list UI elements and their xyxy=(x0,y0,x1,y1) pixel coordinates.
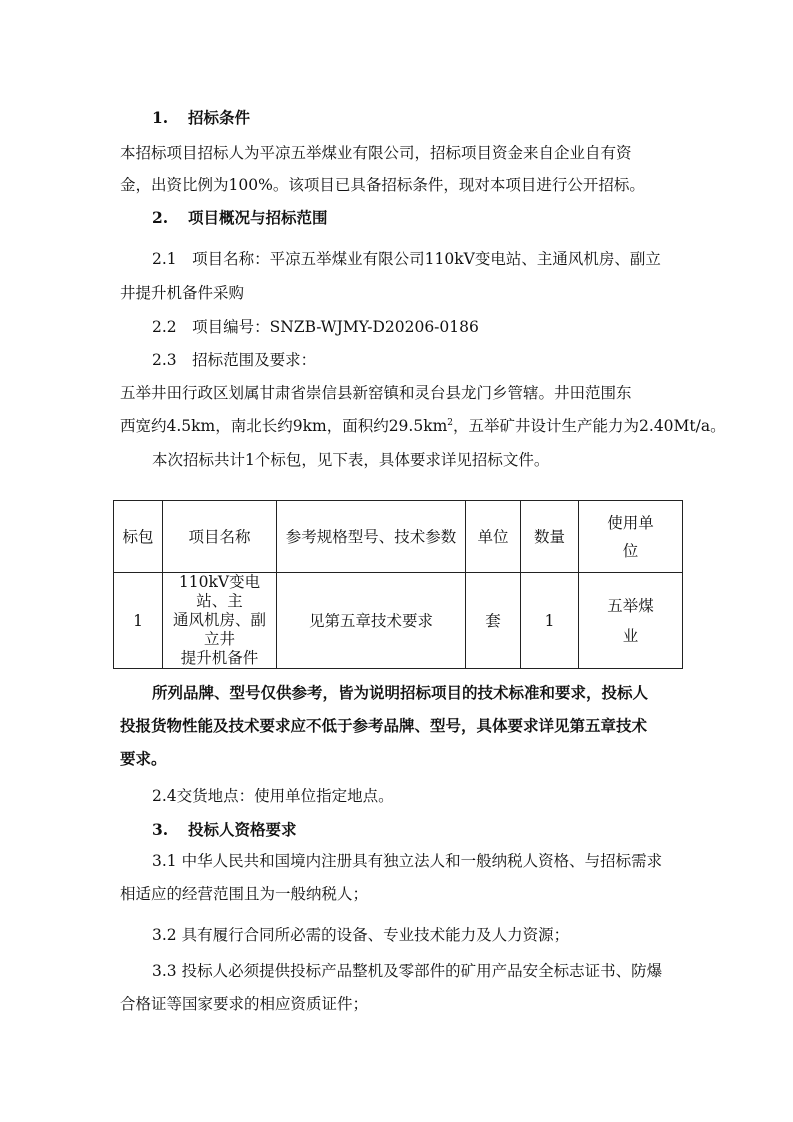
cell-package: 1 xyxy=(114,573,163,669)
note-line: 所列品牌、型号仅供参考，皆为说明招标项目的技术标准和要求，投标人 xyxy=(152,683,649,702)
section-title: 招标条件 xyxy=(188,108,251,127)
section-2-heading xyxy=(152,208,328,228)
item-2-1-line: 2.1 项目名称：平凉五举煤业有限公司110kV变电站、主通风机房、副立 xyxy=(152,250,661,268)
section-number: 1. xyxy=(152,108,169,127)
table-row xyxy=(114,573,683,669)
header-unit: 单位 xyxy=(466,501,521,573)
cell-user-line: 业 xyxy=(622,626,639,645)
note-line: 投报货物性能及技术要求应不低于参考品牌、型号，具体要求详见第五章技术 xyxy=(120,716,648,735)
section-number: 3. xyxy=(152,820,169,839)
cell-name-line: 110kV变电站、主 xyxy=(178,573,261,610)
header-qty: 数量 xyxy=(521,501,579,573)
cell-qty: 1 xyxy=(521,573,579,669)
table-header-row xyxy=(114,501,683,573)
item-3-3-line: 3.3 投标人必须提供投标产品整机及零部件的矿用产品安全标志证书、防爆 xyxy=(152,962,663,980)
cell-name xyxy=(163,573,277,669)
note-line: 要求。 xyxy=(120,749,167,768)
item-2-2: 2.2 项目编号：SNZB-WJMY-D20206-0186 xyxy=(152,318,479,336)
header-package: 标包 xyxy=(114,501,163,573)
bid-table xyxy=(113,500,683,669)
superscript: 2 xyxy=(447,417,454,428)
paragraph-line: 金，出资比例为100%。该项目已具备招标条件，现对本项目进行公开招标。 xyxy=(120,176,645,194)
section-number: 2. xyxy=(152,208,169,227)
header-spec: 参考规格型号、技术参数 xyxy=(277,501,466,573)
cell-unit: 套 xyxy=(466,573,521,669)
item-2-1-line: 井提升机备件采购 xyxy=(120,284,245,302)
cell-spec: 见第五章技术要求 xyxy=(277,573,466,669)
item-3-1-line: 相适应的经营范围且为一般纳税人； xyxy=(120,885,369,903)
cell-user-line: 五举煤 xyxy=(607,596,654,615)
section-title: 投标人资格要求 xyxy=(188,820,297,839)
item-2-3: 2.3 招标范围及要求： xyxy=(152,351,317,369)
item-3-1-line: 3.1 中华人民共和国境内注册具有独立法人和一般纳税人资格、与招标需求 xyxy=(152,852,663,870)
scope-line: 本次招标共计1个标包，见下表，具体要求详见招标文件。 xyxy=(152,451,550,469)
scope-text: ，五举矿井设计生产能力为2.40Mt/a。 xyxy=(453,417,726,435)
cell-name-line: 通风机房、副立井 xyxy=(172,611,266,648)
section-title: 项目概况与招标范围 xyxy=(188,208,328,227)
header-user xyxy=(579,501,683,573)
section-3-heading xyxy=(152,820,297,840)
scope-line xyxy=(120,416,726,436)
item-3-2: 3.2 具有履行合同所必需的设备、专业技术能力及人力资源； xyxy=(152,926,570,944)
cell-name-line: 提升机备件 xyxy=(180,649,259,667)
scope-text: 西宽约4.5km，南北长约9km，面积约29.5km xyxy=(120,417,448,435)
header-user-line: 使用单 xyxy=(607,513,654,532)
section-1-heading xyxy=(152,108,250,128)
item-3-3-line: 合格证等国家要求的相应资质证件； xyxy=(120,995,369,1013)
cell-user xyxy=(579,573,683,669)
item-2-4: 2.4交货地点：使用单位指定地点。 xyxy=(152,787,394,805)
paragraph-line: 本招标项目招标人为平凉五举煤业有限公司，招标项目资金来自企业自有资 xyxy=(120,144,632,162)
header-name: 项目名称 xyxy=(163,501,277,573)
scope-line: 五举井田行政区划属甘肃省崇信县新窑镇和灵台县龙门乡管辖。井田范围东 xyxy=(120,384,632,402)
header-user-line: 位 xyxy=(622,541,639,560)
